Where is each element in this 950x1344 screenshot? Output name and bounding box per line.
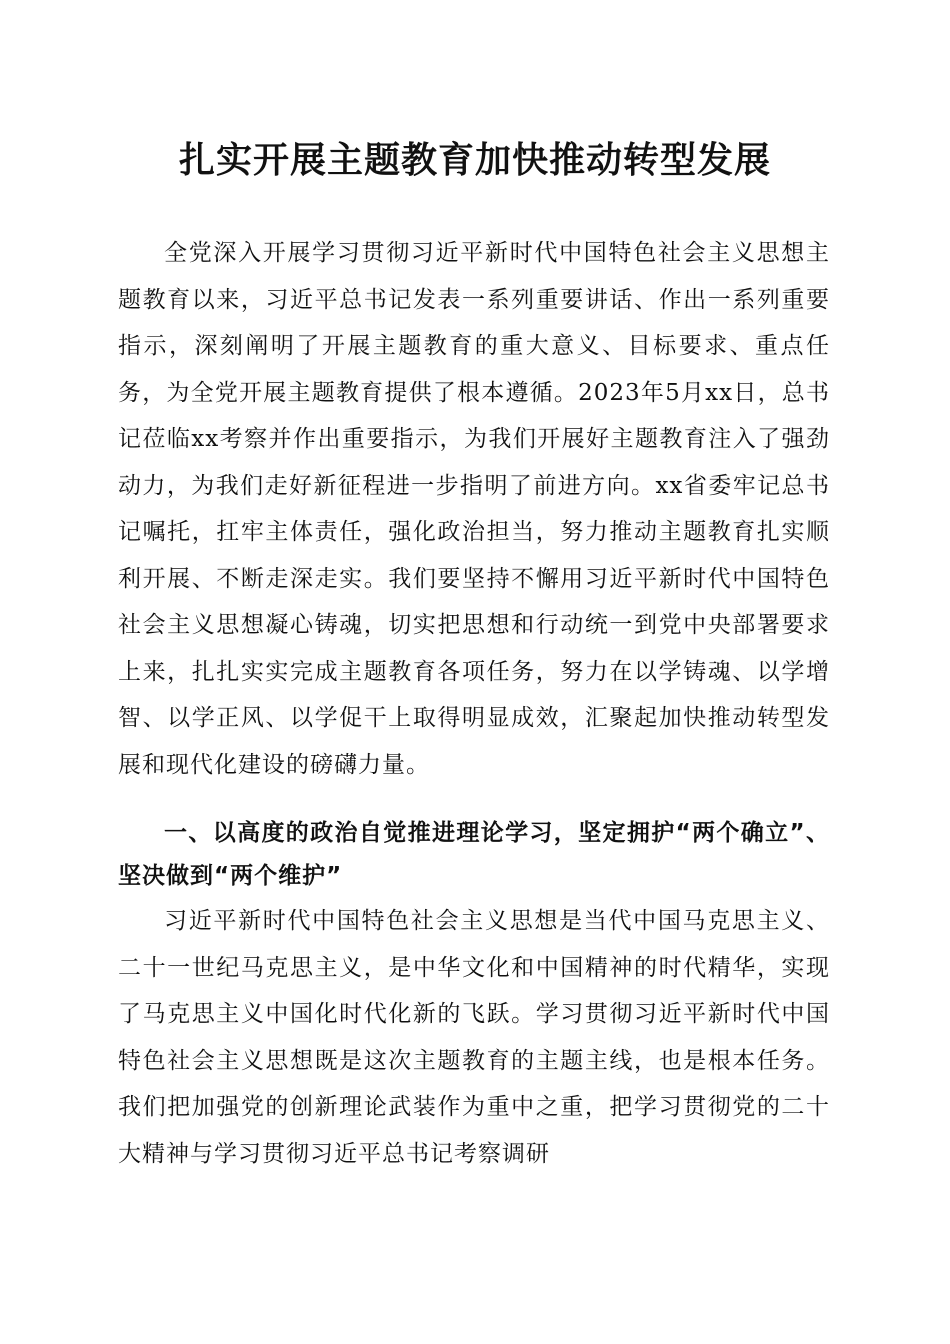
section-1-paragraph: 习近平新时代中国特色社会主义思想是当代中国马克思主义、二十一世纪马克思主义，是中华文化和中国精神的时代精华，实现了马克思主义中国化时代化新的飞跃。学习贯彻习近平新时代中国特色社会主义思想既是这次主题教育的主题主线，也是根本任务。我们把加强党的创新理论武装作为重中之重，把学习贯彻党的二十大精神与学习贯彻习近平总书记考察调研 — [118, 908, 830, 1167]
document-title: 扎实开展主题教育加快推动转型发展 — [178, 139, 771, 181]
intro-paragraph: 全党深入开展学习贯彻习近平新时代中国特色社会主义思想主题教育以来，习近平总书记发表一系列重要讲话、作出一系列重要指示，深刻阐明了开展主题教育的重大意义、目标要求、重点任务，为全党开展主题教育提供了根本遵循。2023年5月xx日，总书记莅临xx考察并作出重要指示，为我们开展好主题教育注入了强劲动力，为我们走好新征程进一步指明了前进方向。xx省委牢记总书记嘱托，扛牢主体责任，强化政治担当，努力推动主题教育扎实顺利开展、不断走深走实。我们要坚持不懈用习近平新时代中国特色社会主义思想凝心铸魂，切实把思想和行动统一到党中央部署要求上来，扎扎实实完成主题教育各项任务，努力在以学铸魂、以学增智、以学正风、以学促干上取得明显成效，汇聚起加快推动转型发展和现代化建设的磅礴力量。 — [118, 240, 830, 778]
section-heading-1: 一、以高度的政治自觉推进理论学习，坚定拥护“两个确立”、坚决做到“两个维护” — [118, 820, 830, 889]
